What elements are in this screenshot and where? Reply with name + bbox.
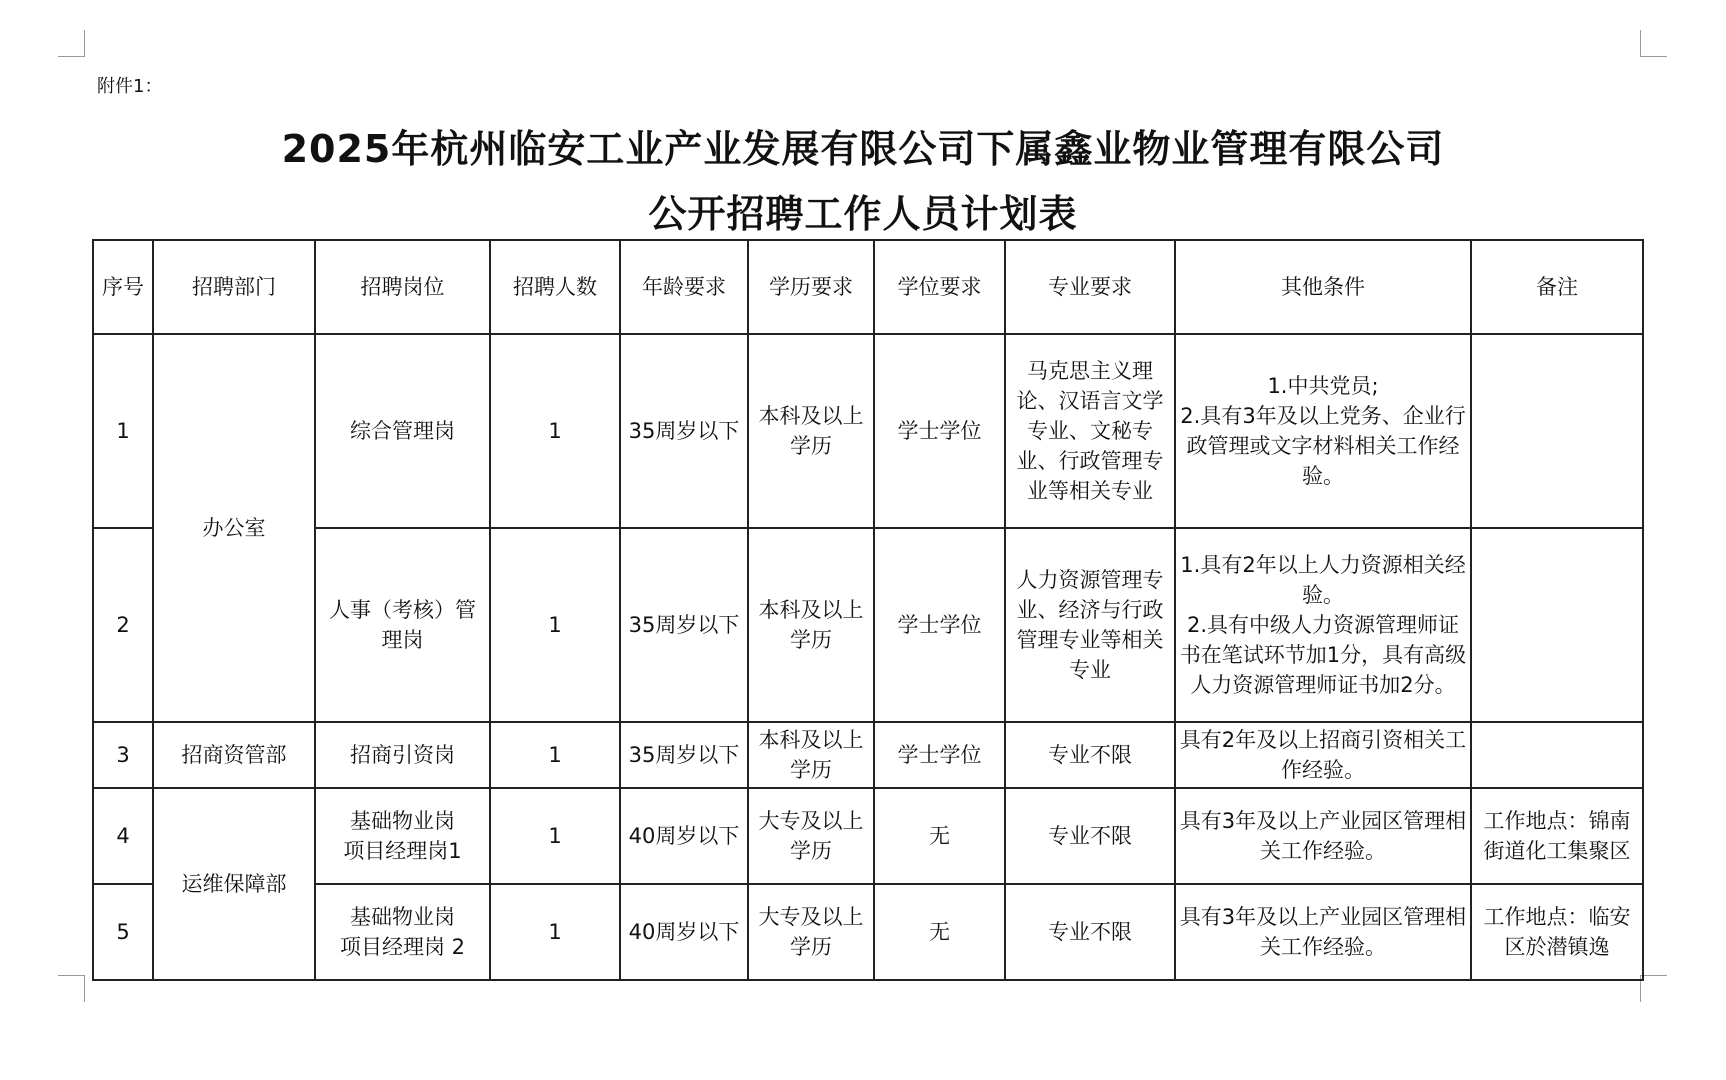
cell-seq: 2 (93, 528, 153, 722)
cell-seq: 5 (93, 884, 153, 980)
cell-other-conditions: 具有3年及以上产业园区管理相关工作经验。 (1175, 788, 1471, 884)
page-title-line-2: 公开招聘工作人员计划表 (648, 192, 1078, 236)
page-corner-mark (58, 975, 85, 1002)
cell-count: 1 (490, 884, 620, 980)
recruitment-plan-table (92, 239, 1644, 981)
cell-degree: 无 (874, 788, 1005, 884)
cell-education: 本科及以上学历 (748, 528, 874, 722)
cell-dept: 办公室 (153, 334, 315, 722)
table-row (93, 884, 1643, 980)
cell-education: 本科及以上学历 (748, 722, 874, 788)
cell-degree: 无 (874, 884, 1005, 980)
cell-dept: 运维保障部 (153, 788, 315, 980)
cell-other-conditions: 具有2年及以上招商引资相关工作经验。 (1175, 722, 1471, 788)
cell-post: 基础物业岗 项目经理岗1 (315, 788, 490, 884)
cell-education: 本科及以上学历 (748, 334, 874, 528)
page-title-line-1: 2025年杭州临安工业产业发展有限公司下属鑫业物业管理有限公司 (281, 127, 1445, 171)
header-major: 专业要求 (1005, 240, 1175, 334)
cell-post: 基础物业岗 项目经理岗 2 (315, 884, 490, 980)
cell-seq: 4 (93, 788, 153, 884)
cell-seq: 1 (93, 334, 153, 528)
cell-degree: 学士学位 (874, 722, 1005, 788)
cell-count: 1 (490, 722, 620, 788)
cell-count: 1 (490, 528, 620, 722)
cell-major: 人力资源管理专业、经济与行政管理专业等相关专业 (1005, 528, 1175, 722)
header-dept: 招聘部门 (153, 240, 315, 334)
cell-major: 专业不限 (1005, 722, 1175, 788)
table-row (93, 722, 1643, 788)
page-corner-mark (58, 30, 85, 57)
cell-remark: 工作地点：临安区於潜镇逸 (1471, 884, 1643, 980)
table-header-row (93, 240, 1643, 334)
cell-count: 1 (490, 788, 620, 884)
table-row (93, 528, 1643, 722)
cell-major: 专业不限 (1005, 788, 1175, 884)
header-degree: 学位要求 (874, 240, 1005, 334)
cell-seq: 3 (93, 722, 153, 788)
attachment-label: 附件1： (97, 76, 163, 97)
cell-remark: 工作地点：锦南街道化工集聚区 (1471, 788, 1643, 884)
header-other-conditions: 其他条件 (1175, 240, 1471, 334)
cell-age: 40周岁以下 (620, 884, 748, 980)
cell-major: 专业不限 (1005, 884, 1175, 980)
cell-degree: 学士学位 (874, 528, 1005, 722)
cell-post: 人事（考核）管理岗 (315, 528, 490, 722)
cell-other-conditions: 1.中共党员; 2.具有3年及以上党务、企业行政管理或文字材料相关工作经验。 (1175, 334, 1471, 528)
table-row (93, 334, 1643, 528)
header-education: 学历要求 (748, 240, 874, 334)
cell-age: 40周岁以下 (620, 788, 748, 884)
header-remark: 备注 (1471, 240, 1643, 334)
cell-age: 35周岁以下 (620, 722, 748, 788)
cell-education: 大专及以上学历 (748, 788, 874, 884)
cell-age: 35周岁以下 (620, 528, 748, 722)
cell-remark (1471, 722, 1643, 788)
header-seq: 序号 (93, 240, 153, 334)
cell-age: 35周岁以下 (620, 334, 748, 528)
cell-post: 综合管理岗 (315, 334, 490, 528)
cell-other-conditions: 具有3年及以上产业园区管理相关工作经验。 (1175, 884, 1471, 980)
page-corner-mark (1640, 975, 1667, 1002)
header-post: 招聘岗位 (315, 240, 490, 334)
cell-count: 1 (490, 334, 620, 528)
header-age: 年龄要求 (620, 240, 748, 334)
cell-remark (1471, 334, 1643, 528)
page-corner-mark (1640, 30, 1667, 57)
cell-other-conditions: 1.具有2年以上人力资源相关经验。 2.具有中级人力资源管理师证书在笔试环节加1分，具有高级人力资源管理师证书加2分。 (1175, 528, 1471, 722)
cell-post: 招商引资岗 (315, 722, 490, 788)
cell-degree: 学士学位 (874, 334, 1005, 528)
cell-education: 大专及以上学历 (748, 884, 874, 980)
cell-dept: 招商资管部 (153, 722, 315, 788)
table-row (93, 788, 1643, 884)
cell-remark (1471, 528, 1643, 722)
header-count: 招聘人数 (490, 240, 620, 334)
cell-major: 马克思主义理论、汉语言文学专业、文秘专业、行政管理专业等相关专业 (1005, 334, 1175, 528)
